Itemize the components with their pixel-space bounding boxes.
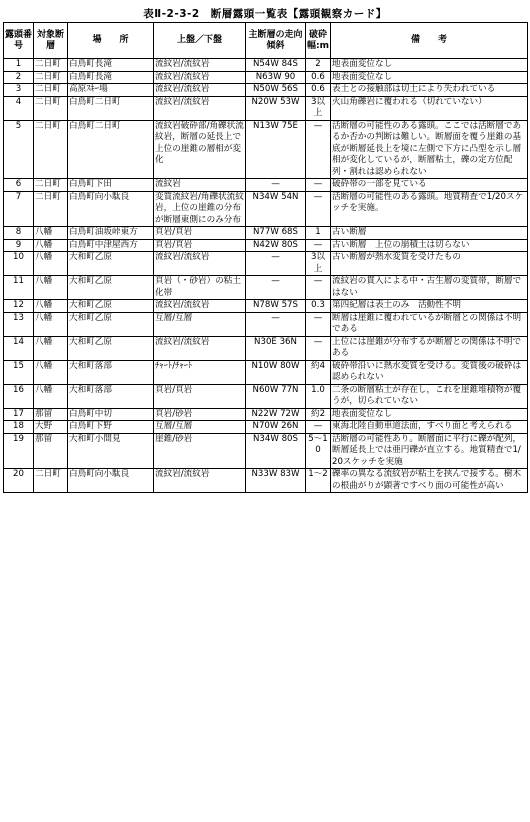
cell-place: 白鳥町二日町 — [68, 120, 154, 179]
cell-strike: N63W 90 — [246, 71, 306, 84]
cell-place: 白鳥町長滝 — [68, 59, 154, 72]
header-strike: 主断層の走向傾斜 — [246, 23, 306, 59]
cell-width: 3以上 — [306, 252, 331, 276]
cell-remarks: 上位には崖錐が分布するが断層との関係は不明である — [331, 336, 528, 360]
table-row — [4, 312, 528, 336]
table-row — [4, 84, 528, 97]
cell-remarks: 活断層の可能性のある露頭。ここでは活断層であるか否かの判断は難しい。断層面を覆う崖錐の基底が断層延長上を境に左側で下方に凸型を示し層相が変化しているが，断層粘土，礫の定方位配列・割れは認められない — [331, 120, 528, 179]
cell-remarks: 地表面変位なし — [331, 408, 528, 421]
cell-rock: 流紋岩/流紋岩 — [154, 469, 246, 493]
cell-width: 3以上 — [306, 96, 331, 120]
cell-remarks: 東海北陸自動車道法面，すべり面と考えられる — [331, 421, 528, 434]
cell-rock: 頁岩/頁岩 — [154, 227, 246, 240]
header-place: 場 所 — [68, 23, 154, 59]
cell-rock: 流紋岩/流紋岩 — [154, 252, 246, 276]
table-row — [4, 276, 528, 300]
cell-place: 大和町乙原 — [68, 300, 154, 313]
cell-place: 大和町乙原 — [68, 252, 154, 276]
cell-strike: N20W 53W — [246, 96, 306, 120]
table-row — [4, 421, 528, 434]
cell-rock: 流紋岩/流紋岩 — [154, 84, 246, 97]
cell-strike: N22W 72W — [246, 408, 306, 421]
cell-place: 白鳥町二日町 — [68, 96, 154, 120]
table-row — [4, 252, 528, 276]
cell-fault: 八幡 — [34, 384, 68, 408]
cell-no: 17 — [4, 408, 34, 421]
cell-remarks: 活断層の可能性のある露頭。地質精査で1/20スケッチを実施。 — [331, 191, 528, 227]
header-rock: 上盤／下盤 — [154, 23, 246, 59]
cell-no: 18 — [4, 421, 34, 434]
cell-width: — — [306, 336, 331, 360]
cell-remarks: 活断層の可能性あり。断層面に平行に礫が配列，断層延長上では亜円礫が直立する。地質精査で1/20スケッチを実施 — [331, 433, 528, 469]
cell-rock: 流紋岩 — [154, 179, 246, 192]
cell-strike: N34W 54N — [246, 191, 306, 227]
cell-rock: 互層/互層 — [154, 421, 246, 434]
cell-strike: N42W 80S — [246, 239, 306, 252]
table-row — [4, 227, 528, 240]
cell-place: 白鳥町長滝 — [68, 71, 154, 84]
cell-strike: N77W 68S — [246, 227, 306, 240]
cell-rock: 流紋岩/流紋岩 — [154, 336, 246, 360]
table-row — [4, 408, 528, 421]
table-row — [4, 96, 528, 120]
cell-fault: 二日町 — [34, 179, 68, 192]
cell-strike: N60W 77N — [246, 384, 306, 408]
cell-no: 3 — [4, 84, 34, 97]
cell-fault: 二日町 — [34, 71, 68, 84]
cell-rock: ﾁｬｰﾄ/ﾁｬｰﾄ — [154, 360, 246, 384]
cell-remarks: 断層は崖錐に覆われているが断層との関係は不明である — [331, 312, 528, 336]
cell-fault: 八幡 — [34, 336, 68, 360]
cell-no: 9 — [4, 239, 34, 252]
cell-strike: N30E 36N — [246, 336, 306, 360]
fault-outcrop-table — [3, 22, 528, 493]
cell-remarks: 破砕帯沿いに熱水変質を受ける。変質後の破砕は認められない — [331, 360, 528, 384]
cell-width: — — [306, 239, 331, 252]
table-row — [4, 71, 528, 84]
cell-no: 14 — [4, 336, 34, 360]
cell-no: 13 — [4, 312, 34, 336]
cell-width: — — [306, 120, 331, 179]
cell-no: 15 — [4, 360, 34, 384]
cell-remarks: 地表面変位なし — [331, 71, 528, 84]
cell-place: 大和町小間見 — [68, 433, 154, 469]
cell-fault: 二日町 — [34, 96, 68, 120]
header-row — [4, 23, 528, 59]
cell-remarks: 古い断層 上位の崩積土は切らない — [331, 239, 528, 252]
cell-remarks: 表土との接触部は切土により失われている — [331, 84, 528, 97]
cell-rock: 流紋岩/流紋岩 — [154, 300, 246, 313]
cell-no: 11 — [4, 276, 34, 300]
table-row — [4, 469, 528, 493]
cell-strike: — — [246, 276, 306, 300]
cell-fault: 八幡 — [34, 360, 68, 384]
cell-rock: 頁岩/砂岩 — [154, 408, 246, 421]
cell-place: 白鳥町向小駄良 — [68, 191, 154, 227]
cell-width: 0.6 — [306, 71, 331, 84]
header-remarks: 備 考 — [331, 23, 528, 59]
cell-strike: N13W 75E — [246, 120, 306, 179]
cell-remarks: 第四紀層は表土のみ 活動性不明 — [331, 300, 528, 313]
cell-remarks: 地表面変位なし — [331, 59, 528, 72]
cell-width: 1〜2 — [306, 469, 331, 493]
cell-place: 白鳥町中切 — [68, 408, 154, 421]
cell-no: 12 — [4, 300, 34, 313]
cell-width: 0.3 — [306, 300, 331, 313]
cell-width: — — [306, 191, 331, 227]
cell-rock: 流紋岩破砕部/角礫状流紋岩，断層の延長上で上位の崖錐の層相が変化 — [154, 120, 246, 179]
cell-width: 0.6 — [306, 84, 331, 97]
cell-rock: 互層/互層 — [154, 312, 246, 336]
cell-place: 大和町乙原 — [68, 336, 154, 360]
cell-strike: N54W 84S — [246, 59, 306, 72]
cell-no: 8 — [4, 227, 34, 240]
cell-no: 1 — [4, 59, 34, 72]
cell-width: — — [306, 179, 331, 192]
cell-fault: 二日町 — [34, 120, 68, 179]
header-no: 露頭番号 — [4, 23, 34, 59]
cell-fault: 八幡 — [34, 252, 68, 276]
table-row — [4, 360, 528, 384]
cell-width: 1 — [306, 227, 331, 240]
cell-fault: 那留 — [34, 433, 68, 469]
table-row — [4, 239, 528, 252]
cell-strike: N33W 83W — [246, 469, 306, 493]
cell-strike: N10W 80W — [246, 360, 306, 384]
table-row — [4, 384, 528, 408]
cell-place: 白鳥町中津屋西方 — [68, 239, 154, 252]
cell-rock: 頁岩/頁岩 — [154, 384, 246, 408]
cell-fault: 八幡 — [34, 312, 68, 336]
cell-fault: 二日町 — [34, 59, 68, 72]
cell-width: 約2 — [306, 408, 331, 421]
cell-width: 1.0 — [306, 384, 331, 408]
cell-fault: 大野 — [34, 421, 68, 434]
cell-no: 7 — [4, 191, 34, 227]
cell-remarks: 礫率の異なる流紋岩が粘土を挟んで接する。樹木の根曲がりが顕著ですべり面の可能性が高い — [331, 469, 528, 493]
cell-width: — — [306, 421, 331, 434]
cell-width: 5〜10 — [306, 433, 331, 469]
cell-width: 2 — [306, 59, 331, 72]
cell-place: 大和町落部 — [68, 384, 154, 408]
cell-width: 約4 — [306, 360, 331, 384]
cell-remarks: 破砕帯の一部を見ている — [331, 179, 528, 192]
cell-remarks: 流紋岩の貫入による中・古生層の変質帯，断層ではない — [331, 276, 528, 300]
cell-rock: 変質流紋岩/角礫状流紋岩，上位の崖錐の分布が断層東側にのみ分布 — [155, 191, 244, 225]
cell-no: 5 — [4, 120, 34, 179]
cell-place: 大和町落部 — [68, 360, 154, 384]
cell-place: 白鳥町下野 — [68, 421, 154, 434]
cell-no: 20 — [4, 469, 34, 493]
cell-no: 4 — [4, 96, 34, 120]
cell-fault: 二日町 — [34, 191, 68, 227]
cell-remarks: 古い断層 — [331, 227, 528, 240]
cell-strike: N70W 26N — [246, 421, 306, 434]
cell-fault: 二日町 — [34, 84, 68, 97]
cell-strike: N78W 57S — [246, 300, 306, 313]
cell-place: 白鳥町下田 — [68, 179, 154, 192]
header-fault: 対象断層 — [34, 23, 68, 59]
cell-rock: 流紋岩/流紋岩 — [154, 71, 246, 84]
cell-remarks: 二条の断層粘土が存在し，これを崖錐堆積物が覆うが，切られていない — [331, 384, 528, 408]
cell-width: — — [306, 276, 331, 300]
cell-strike: — — [246, 312, 306, 336]
table-row — [4, 179, 528, 192]
table-row — [4, 59, 528, 72]
table-title: 表Ⅱ-2-3-2 断層露頭一覧表【露頭観察カード】 — [143, 8, 387, 20]
cell-no: 6 — [4, 179, 34, 192]
cell-fault: 八幡 — [34, 300, 68, 313]
cell-fault: 八幡 — [34, 239, 68, 252]
cell-fault: 八幡 — [34, 227, 68, 240]
table-row — [4, 433, 528, 469]
cell-place: 白鳥町油坂峠東方 — [68, 227, 154, 240]
header-width: 破砕幅:m — [306, 23, 331, 59]
cell-no: 19 — [4, 433, 34, 469]
cell-fault: 那留 — [34, 408, 68, 421]
table-row — [4, 300, 528, 313]
cell-strike: N50W 56S — [246, 84, 306, 97]
cell-no: 16 — [4, 384, 34, 408]
cell-place: 白鳥町向小駄良 — [68, 469, 154, 493]
cell-no: 2 — [4, 71, 34, 84]
table-row — [4, 336, 528, 360]
cell-remarks: 古い断層が熱水変質を受けたもの — [331, 252, 528, 276]
cell-remarks: 火山角礫岩に覆われる（切れていない） — [331, 96, 528, 120]
cell-rock: 頁岩/頁岩 — [154, 239, 246, 252]
cell-place: 大和町乙原 — [68, 276, 154, 300]
cell-rock: 流紋岩/流紋岩 — [154, 96, 246, 120]
table-row — [4, 120, 528, 179]
cell-width: — — [306, 312, 331, 336]
cell-strike: N34W 80S — [246, 433, 306, 469]
cell-rock: 崖錐/砂岩 — [154, 433, 246, 469]
cell-place: 大和町乙原 — [68, 312, 154, 336]
cell-strike: — — [246, 179, 306, 192]
cell-place: 高原ｽｷｰ場 — [68, 84, 154, 97]
cell-fault: 八幡 — [34, 276, 68, 300]
cell-rock: 流紋岩/流紋岩 — [154, 59, 246, 72]
table-row — [4, 191, 528, 227]
cell-strike: — — [246, 252, 306, 276]
cell-fault: 二日町 — [34, 469, 68, 493]
cell-rock: 頁岩（・砂岩）の粘土化帯 — [154, 276, 246, 300]
cell-no: 10 — [4, 252, 34, 276]
